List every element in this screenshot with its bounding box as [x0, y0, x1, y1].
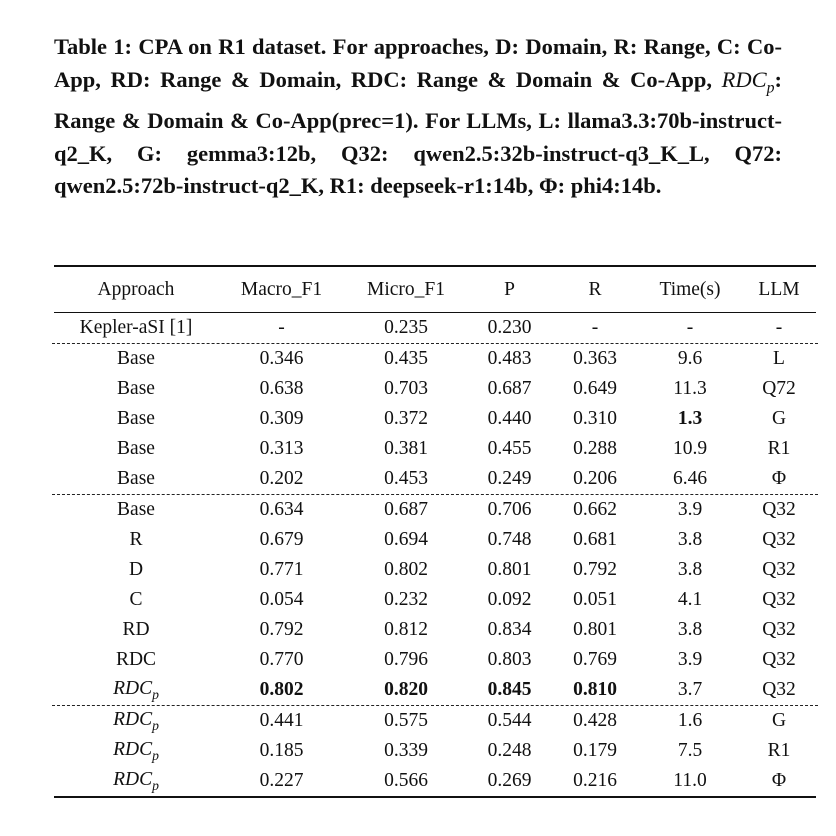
cell-approach: Base	[117, 408, 155, 429]
cell-p: 0.249	[487, 468, 532, 489]
cell-micro-f1: 0.703	[384, 378, 428, 399]
header-approach: Approach	[97, 278, 175, 300]
cell-micro-f1: 0.575	[384, 710, 428, 731]
cell-p: 0.544	[487, 710, 532, 731]
cell-macro-f1: 0.802	[259, 679, 304, 700]
cell-p: 0.687	[487, 378, 532, 399]
header-micro-f1: Micro_F1	[367, 278, 445, 300]
cell-r: 0.769	[573, 649, 617, 670]
cell-llm: G	[771, 408, 787, 429]
cell-approach: D	[128, 559, 144, 580]
cell-approach: R	[129, 529, 143, 550]
cell-macro-f1: 0.227	[259, 770, 304, 791]
cell-approach: $RDC_p$	[113, 738, 159, 763]
table-row	[54, 464, 816, 494]
cell-llm: R1	[767, 438, 791, 459]
cell-p: 0.483	[487, 348, 532, 369]
cell-r: 0.810	[573, 679, 617, 700]
cell-llm: Q32	[762, 499, 796, 520]
cell-micro-f1: 0.372	[384, 408, 428, 429]
cell-macro-f1: 0.634	[259, 499, 304, 520]
cell-approach: $RDC_p$	[113, 677, 159, 702]
caption-rdcp-base: RDC	[721, 66, 767, 92]
cell-r: 0.310	[573, 408, 617, 429]
cell-micro-f1: 0.812	[384, 619, 428, 640]
header-p: P	[504, 278, 515, 300]
table-row	[54, 706, 816, 736]
table-row	[54, 313, 816, 343]
cell-llm: Φ	[771, 468, 787, 489]
cell-llm: Φ	[771, 770, 787, 791]
cell-r: 0.206	[573, 468, 617, 489]
cell-llm: Q32	[762, 679, 796, 700]
cell-micro-f1: 0.235	[384, 317, 428, 338]
caption-rdcp	[721, 66, 775, 97]
cell-llm: Q72	[762, 378, 796, 399]
cell-approach: Base	[117, 499, 155, 520]
cell-r: 0.649	[573, 378, 617, 399]
cell-llm: G	[771, 710, 787, 731]
cell-r: 0.792	[573, 559, 617, 580]
cell-macro-f1: 0.313	[259, 438, 304, 459]
cell-macro-f1: -	[278, 317, 285, 338]
cell-micro-f1: 0.232	[384, 589, 428, 610]
cell-micro-f1: 0.435	[384, 348, 428, 369]
table-body	[54, 313, 816, 796]
cell-time: 11.3	[673, 378, 707, 399]
cell-p: 0.845	[487, 679, 532, 700]
cell-r: 0.428	[573, 710, 617, 731]
cell-approach: RDC	[115, 649, 157, 670]
table-row	[54, 404, 816, 434]
cell-approach: C	[129, 589, 143, 610]
cell-llm: -	[775, 317, 783, 338]
cell-r: 0.179	[573, 740, 617, 761]
header-macro-f1: Macro_F1	[240, 278, 323, 300]
cell-p: 0.092	[487, 589, 532, 610]
cell-p: 0.801	[487, 559, 532, 580]
results-table	[54, 265, 816, 798]
cell-macro-f1: 0.771	[259, 559, 304, 580]
cell-p: 0.834	[487, 619, 532, 640]
cell-time: 1.3	[677, 408, 703, 429]
cell-time: 9.6	[677, 348, 703, 369]
table-row	[54, 615, 816, 645]
cell-micro-f1: 0.802	[384, 559, 428, 580]
table-row	[54, 736, 816, 766]
cell-time: 4.1	[677, 589, 703, 610]
cell-p: 0.803	[487, 649, 532, 670]
header-time: Time(s)	[659, 278, 721, 300]
caption-label: Table 1:	[54, 34, 133, 59]
cell-micro-f1: 0.694	[384, 529, 428, 550]
table-row	[54, 374, 816, 404]
cell-r: -	[591, 317, 599, 338]
cell-llm: L	[773, 348, 785, 369]
caption-text-after: : Range & Domain & Co-App(prec=1). For LLMs, L: llama3.3:70b-instruct-q2_K, G: gemma3:12b, Q32: qwen2.5:32b-instruct-q3_K_L, Q72: qwen2.5:72b-instruct-q2_K, R1: deepseek-r1:14b, Φ: phi4:14b.	[54, 66, 783, 199]
cell-macro-f1: 0.441	[259, 710, 304, 731]
cell-approach: RD	[122, 619, 150, 640]
table-row	[54, 344, 816, 374]
cell-r: 0.801	[573, 619, 617, 640]
table-row	[54, 555, 816, 585]
cell-approach: $RDC_p$	[113, 768, 159, 793]
cell-time: 11.0	[673, 770, 707, 791]
cell-p: 0.269	[487, 770, 532, 791]
cell-macro-f1: 0.185	[259, 740, 304, 761]
cell-approach: Base	[117, 348, 155, 369]
cell-r: 0.051	[573, 589, 617, 610]
table-row	[54, 675, 816, 705]
cell-llm: R1	[767, 740, 791, 761]
cell-r: 0.363	[573, 348, 617, 369]
cell-micro-f1: 0.796	[384, 649, 428, 670]
table-row	[54, 766, 816, 796]
cell-p: 0.248	[487, 740, 532, 761]
cell-micro-f1: 0.339	[384, 740, 428, 761]
cell-r: 0.216	[573, 770, 617, 791]
cell-time: 3.8	[677, 529, 703, 550]
cell-approach: Base	[117, 378, 155, 399]
cell-micro-f1: 0.381	[384, 438, 428, 459]
cell-micro-f1: 0.687	[384, 499, 428, 520]
cell-llm: Q32	[762, 649, 796, 670]
table-row	[54, 585, 816, 615]
cell-r: 0.288	[573, 438, 617, 459]
header-llm: LLM	[758, 278, 800, 300]
table-row	[54, 645, 816, 675]
cell-approach: Kepler-aSI [1]	[79, 317, 193, 338]
cell-micro-f1: 0.453	[384, 468, 428, 489]
cell-approach: $RDC_p$	[113, 708, 159, 733]
cell-macro-f1: 0.202	[259, 468, 304, 489]
cell-p: 0.706	[487, 499, 532, 520]
table-row	[54, 525, 816, 555]
cell-time: 6.46	[672, 468, 708, 489]
cell-time: -	[686, 317, 694, 338]
cell-r: 0.662	[573, 499, 617, 520]
header-r: R	[588, 278, 602, 300]
cell-llm: Q32	[762, 619, 796, 640]
cell-time: 3.9	[677, 649, 703, 670]
cell-micro-f1: 0.566	[384, 770, 428, 791]
caption-text-before: CPA on R1 dataset. For approaches, D: Domain, R: Range, C: Co-App, RD: Range & Domain, RDC: Range & Domain & Co-App,	[54, 34, 783, 92]
cell-llm: Q32	[762, 529, 796, 550]
cell-p: 0.455	[487, 438, 532, 459]
table-caption	[54, 31, 782, 203]
cell-macro-f1: 0.346	[259, 348, 304, 369]
cell-p: 0.748	[487, 529, 532, 550]
cell-micro-f1: 0.820	[384, 679, 428, 700]
cell-approach: Base	[117, 438, 155, 459]
caption-rdcp-sub: p	[766, 79, 775, 97]
table-row	[54, 434, 816, 464]
cell-macro-f1: 0.638	[259, 378, 304, 399]
cell-time: 10.9	[672, 438, 708, 459]
bottom-rule	[54, 796, 816, 798]
cell-approach: Base	[117, 468, 155, 489]
cell-p: 0.440	[487, 408, 532, 429]
cell-macro-f1: 0.792	[259, 619, 304, 640]
cell-time: 3.8	[677, 559, 703, 580]
cell-r: 0.681	[573, 529, 617, 550]
cell-llm: Q32	[762, 559, 796, 580]
cell-time: 7.5	[677, 740, 703, 761]
cell-time: 3.7	[677, 679, 703, 700]
cell-macro-f1: 0.054	[259, 589, 304, 610]
cell-time: 3.8	[677, 619, 703, 640]
cell-macro-f1: 0.309	[259, 408, 304, 429]
table-row	[54, 495, 816, 525]
cell-macro-f1: 0.770	[259, 649, 304, 670]
table-header-row	[54, 267, 816, 312]
cell-time: 3.9	[677, 499, 703, 520]
cell-llm: Q32	[762, 589, 796, 610]
cell-p: 0.230	[487, 317, 532, 338]
cell-macro-f1: 0.679	[259, 529, 304, 550]
cell-time: 1.6	[677, 710, 703, 731]
